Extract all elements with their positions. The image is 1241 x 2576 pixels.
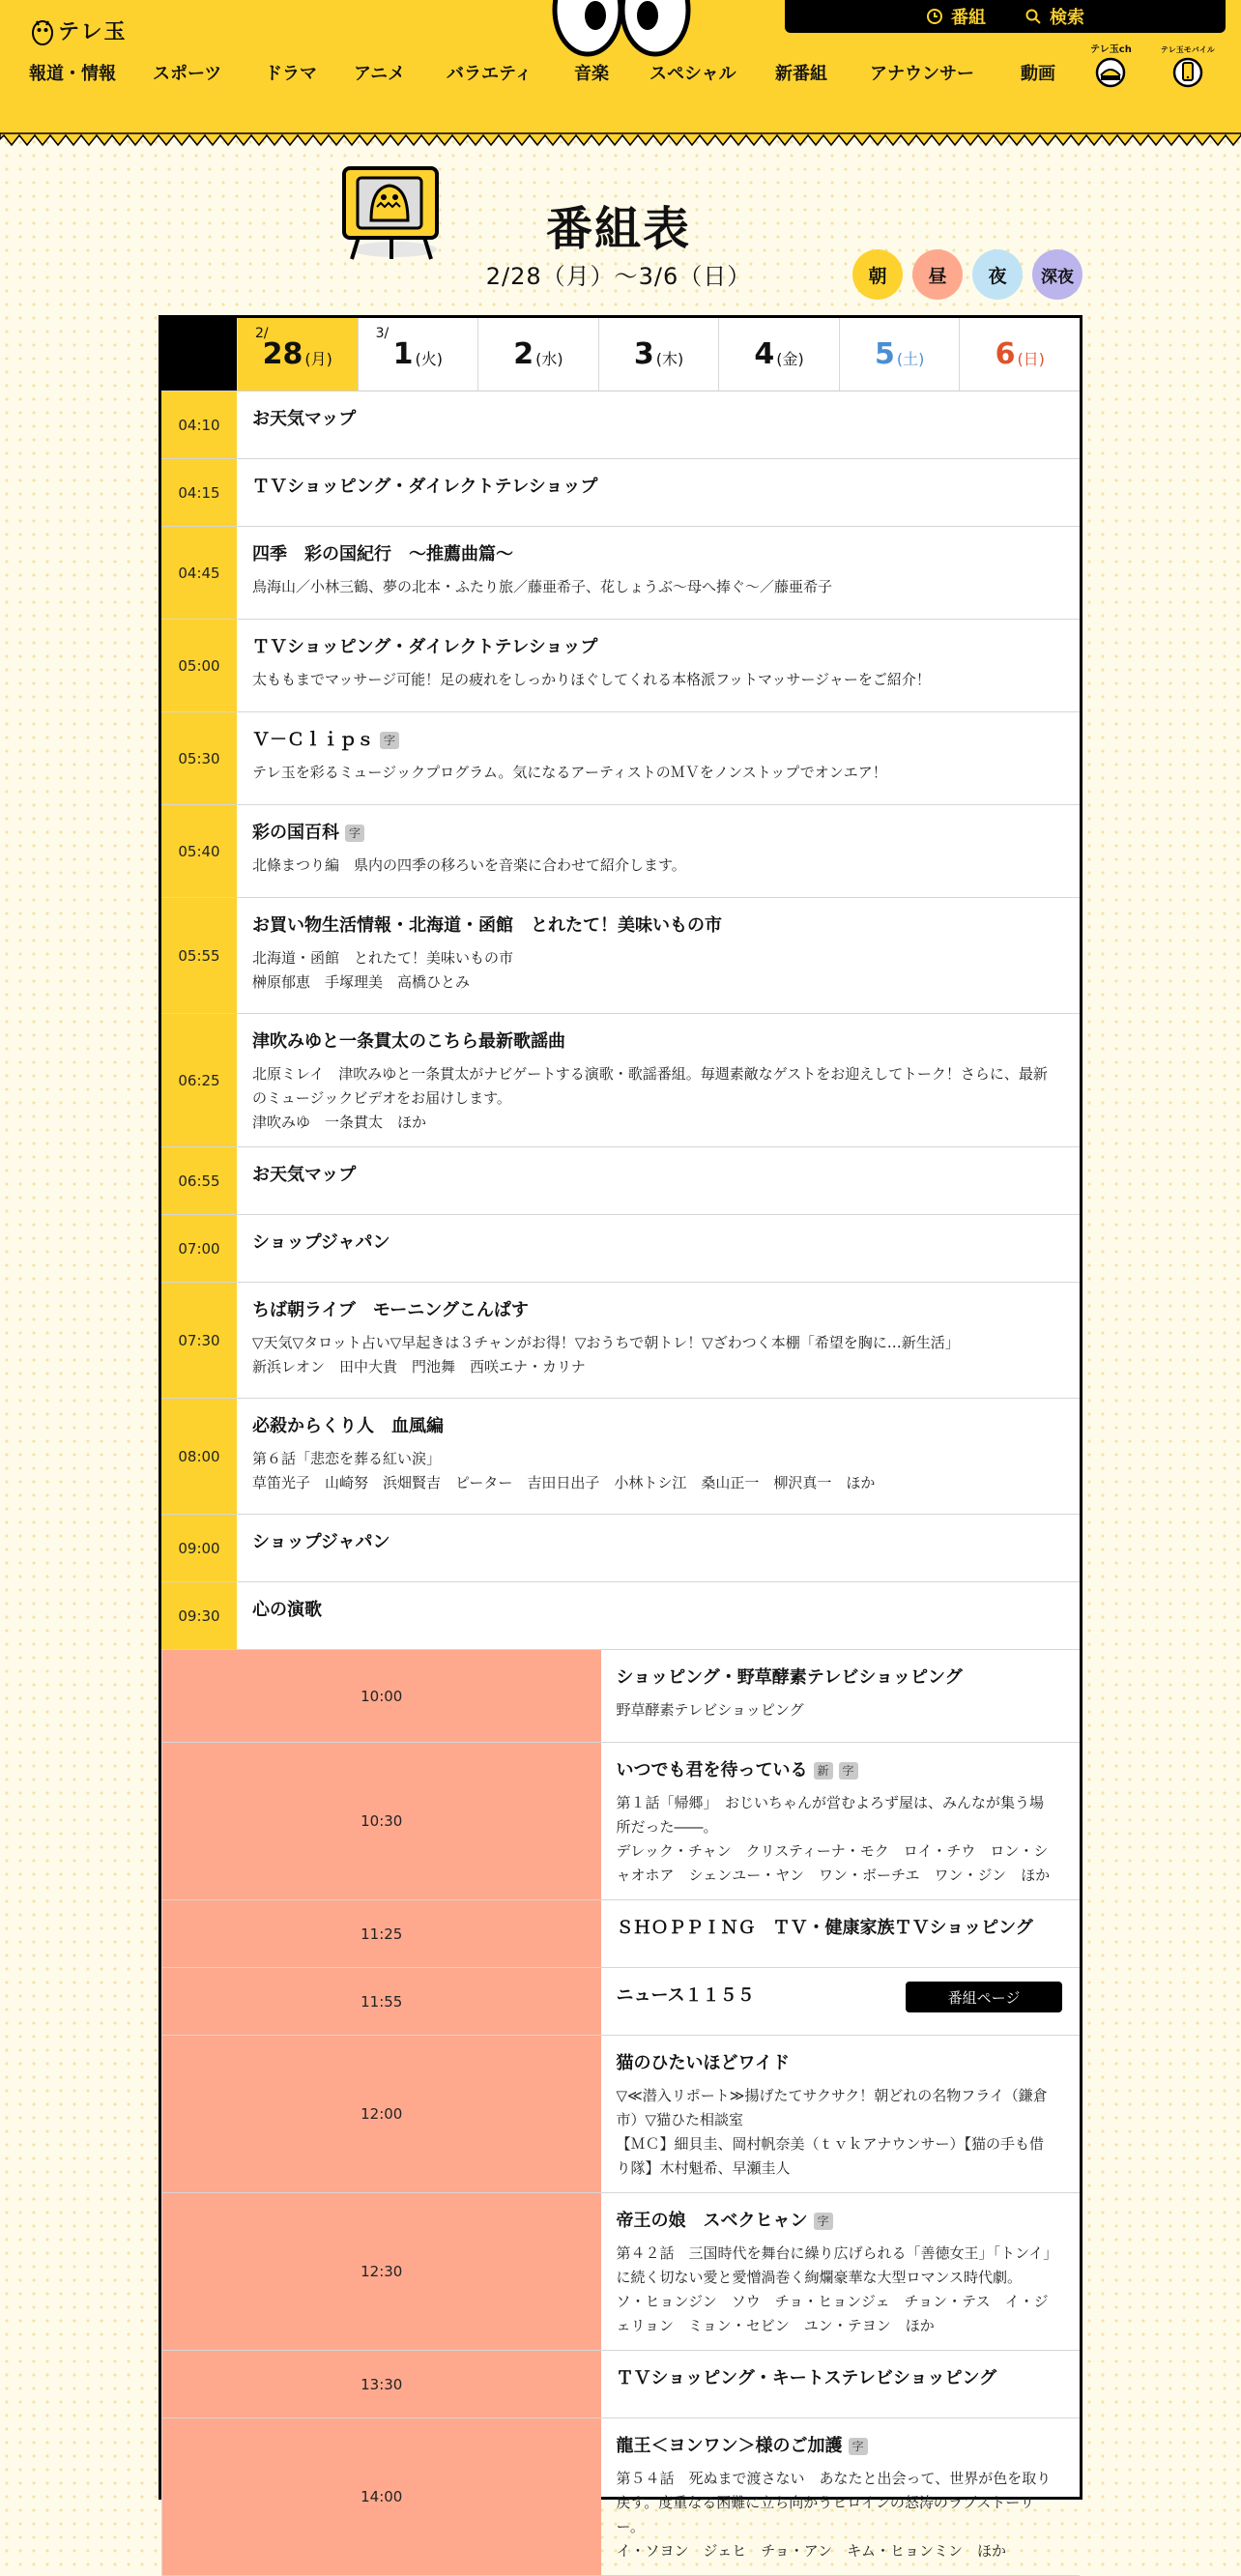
filter-late-night[interactable]: 深夜 <box>1032 249 1082 300</box>
program-description <box>252 1062 1054 1135</box>
program-time: 05:30 <box>161 712 237 804</box>
program-row[interactable] <box>161 1014 1080 1147</box>
program-description <box>252 854 1054 878</box>
nav-news[interactable]: 報道・情報 <box>29 64 116 84</box>
day-number: 28 <box>262 337 303 371</box>
search-icon <box>1025 8 1042 25</box>
program-list <box>161 391 1080 2576</box>
day-tab[interactable] <box>477 318 598 391</box>
schedule-corner <box>161 318 237 391</box>
program-time: 05:55 <box>161 898 237 1013</box>
teletama-ch-label: テレ玉ch <box>1090 44 1132 55</box>
program-row[interactable] <box>161 898 1080 1014</box>
nav-sports[interactable]: スポーツ <box>153 64 222 84</box>
day-tab[interactable] <box>358 318 478 391</box>
program-title[interactable]: 津吹みゆと一条貫太のこちら最新歌謡曲 <box>252 1031 565 1052</box>
program-time: 07:00 <box>161 1215 237 1282</box>
program-row[interactable] <box>161 2193 1080 2351</box>
day-number: 6 <box>995 337 1016 371</box>
program-description <box>252 1447 1054 1495</box>
program-desc-line: 野草酵素テレビショッピング <box>616 1701 804 1719</box>
program-title[interactable]: 龍王＜ヨンワン＞様のご加護 字 <box>617 2434 1055 2459</box>
program-title[interactable]: ちば朝ライブ モーニングこんぱす <box>252 1300 529 1320</box>
program-desc-line: 鳥海山／小林三鶴、夢の北本・ふたり旅／藤亜希子、花しょうぶ～母へ捧ぐ～／藤亜希子 <box>252 578 833 595</box>
program-row[interactable] <box>161 1582 1080 1650</box>
program-title[interactable]: 心の演歌 <box>252 1600 322 1620</box>
program-body <box>237 459 1080 526</box>
program-title[interactable]: ＴＶショッピング・ダイレクトテレショップ <box>252 477 598 497</box>
program-row[interactable] <box>161 1968 1080 2036</box>
program-description <box>252 761 1054 785</box>
nav-icon-links <box>1090 44 1215 89</box>
program-body <box>237 1582 1080 1649</box>
program-desc-line: 【ＭＣ】細貝圭、岡村帆奈美（ｔｖｋアナウンサー）【猫の手も借り隊】木村魁希、早瀬圭人 <box>616 2135 1045 2177</box>
program-title[interactable]: 帝王の娘 スベクヒャン 字 <box>617 2209 1055 2234</box>
day-tab[interactable] <box>959 318 1080 391</box>
mascot-tv-icon <box>1092 56 1129 89</box>
nav-anime[interactable]: アニメ <box>354 64 406 84</box>
program-time: 14:00 <box>161 2418 601 2575</box>
day-tab[interactable] <box>718 318 839 391</box>
program-body <box>601 2193 1081 2350</box>
program-badge: 字 <box>345 825 364 842</box>
program-description <box>252 575 1054 599</box>
program-body <box>237 1515 1080 1581</box>
day-tab[interactable] <box>598 318 719 391</box>
nav-special[interactable]: スペシャル <box>649 64 736 84</box>
program-desc-line: 津吹みゆ 一条貫太 ほか <box>252 1114 427 1131</box>
nav-announcers[interactable]: アナウンサー <box>870 64 974 84</box>
utility-bar <box>785 0 1226 33</box>
day-tab[interactable] <box>237 318 358 391</box>
program-desc-line: 太ももまでマッサージ可能！足の疲れをしっかりほぐしてくれる本格派フットマッサージャーをご紹介！ <box>252 671 931 688</box>
program-body <box>601 2351 1081 2417</box>
program-time: 12:30 <box>161 2193 601 2350</box>
program-desc-line: 第５４話 死ぬまで渡さない あなたと出会って、世界が色を取り戻す。度重なる困難に立ち向かうヒロインの怒涛のラブストーリー。 <box>616 2470 1052 2535</box>
program-badge: 字 <box>849 2438 868 2455</box>
day-number: 1 <box>392 337 414 371</box>
program-desc-line: ソ・ヒョンジン ソウ チョ・ヒョンジェ チョン・テス イ・ジェリョン ミョン・セビン ユン・テヨン ほか <box>616 2293 1049 2334</box>
program-time: 04:15 <box>161 459 237 526</box>
program-body <box>601 1900 1081 1967</box>
program-description <box>252 1331 1054 1379</box>
mascot-tv-illustration <box>338 162 445 263</box>
mobile-phone-icon <box>1169 56 1206 89</box>
program-badge: 字 <box>839 1762 858 1780</box>
program-body <box>601 1743 1081 1899</box>
program-desc-line: 北原ミレイ 津吹みゆと一条貫太がナビゲートする演歌・歌謡番組。毎週素敵なゲストをお迎えしてトーク！さらに、最新のミュージックビデオをお届けします。 <box>252 1065 1048 1107</box>
program-time: 12:00 <box>161 2036 601 2192</box>
program-description <box>617 1791 1055 1888</box>
program-body <box>237 805 1080 897</box>
program-row[interactable] <box>161 1283 1080 1399</box>
nav-videos[interactable]: 動画 <box>1021 64 1055 84</box>
program-description <box>252 668 1054 692</box>
day-weekday: (水) <box>535 350 563 368</box>
day-weekday: (月) <box>304 350 332 368</box>
program-row[interactable] <box>161 1515 1080 1582</box>
day-weekday: (土) <box>896 350 925 368</box>
program-body <box>237 527 1080 619</box>
program-time: 11:55 <box>161 1968 601 2035</box>
program-row[interactable] <box>161 712 1080 805</box>
search-label: 検索 <box>1050 8 1084 28</box>
program-body <box>601 2418 1081 2575</box>
header-zigzag-edge <box>0 133 1241 147</box>
program-body <box>237 1215 1080 1282</box>
program-body <box>237 1283 1080 1398</box>
program-body <box>237 1014 1080 1146</box>
search-link[interactable] <box>1025 4 1084 29</box>
program-time: 10:00 <box>161 1650 601 1742</box>
program-title[interactable]: ニュース１１５５ <box>616 1985 755 2006</box>
program-guide-label: 番組 <box>951 8 986 28</box>
day-number: 4 <box>754 337 775 371</box>
program-row[interactable] <box>161 527 1080 620</box>
program-body <box>237 898 1080 1013</box>
teletama-mobile-label: テレ玉モバイル <box>1160 45 1215 54</box>
program-body <box>601 1650 1081 1742</box>
program-row[interactable] <box>161 2418 1080 2576</box>
program-time: 06:55 <box>161 1147 237 1214</box>
day-month: 2/ <box>255 326 269 341</box>
filter-evening[interactable]: 夜 <box>972 249 1023 300</box>
program-desc-line: 第６話「悲恋を葬る紅い涙」 <box>252 1450 442 1467</box>
program-row[interactable] <box>161 2036 1080 2193</box>
day-month: 3/ <box>375 326 390 341</box>
program-row[interactable] <box>161 805 1080 898</box>
program-description <box>617 2467 1055 2563</box>
program-row[interactable] <box>161 1900 1080 1968</box>
program-title[interactable]: ショップジャパン <box>252 1532 390 1552</box>
program-title[interactable]: ＴＶショッピング・キートステレビショッピング <box>616 2368 997 2388</box>
program-description <box>617 2084 1055 2181</box>
program-time: 08:00 <box>161 1399 237 1514</box>
program-row[interactable] <box>161 1147 1080 1215</box>
date-range: 2/28（月）〜3/6（日） <box>485 263 752 290</box>
program-body <box>601 2036 1081 2192</box>
program-title[interactable]: ショップジャパン <box>252 1232 390 1253</box>
program-desc-line: 草笛光子 山崎努 浜畑賢吉 ピーター 吉田日出子 小林トシ江 桑山正一 柳沢真一 ほか <box>252 1474 876 1491</box>
program-desc-line: 第１話「帰郷」 おじいちゃんが営むよろず屋は、みんなが集う場所だった――。 <box>616 1794 1045 1836</box>
program-row[interactable] <box>161 620 1080 712</box>
program-row[interactable] <box>161 391 1080 459</box>
program-row[interactable] <box>161 1399 1080 1515</box>
day-weekday: (木) <box>655 350 684 368</box>
program-badge: 字 <box>380 732 399 749</box>
site-logo[interactable] <box>31 15 128 45</box>
program-badge: 字 <box>814 2213 833 2230</box>
page-title: 番組表 <box>545 202 691 256</box>
main-nav <box>29 56 1092 89</box>
program-body <box>237 391 1080 458</box>
program-title[interactable]: Ｖ－Ｃｌｉｐｓ 字 <box>252 728 1054 753</box>
program-description <box>617 1698 1055 1722</box>
program-title[interactable]: いつでも君を待っている 新 字 <box>617 1758 1055 1783</box>
program-title[interactable]: 必殺からくり人 血風編 <box>252 1416 444 1436</box>
program-page-button[interactable]: 番組ページ <box>906 1982 1062 2012</box>
program-time: 07:30 <box>161 1283 237 1398</box>
nav-new-programs[interactable]: 新番組 <box>775 64 827 84</box>
day-number: 2 <box>513 337 534 371</box>
program-title[interactable]: お天気マップ <box>252 1165 357 1185</box>
nav-variety[interactable]: バラエティ <box>447 64 533 84</box>
program-desc-line: テレ玉を彩るミュージックプログラム。気になるアーティストのＭＶをノンストップでオンエア！ <box>252 764 887 781</box>
program-time: 10:30 <box>161 1743 601 1899</box>
day-weekday: (火) <box>415 350 444 368</box>
program-desc-line: デレック・チャン クリスティーナ・モク ロイ・チウ ロン・シャオホア シェンユー・ヤン ワン・ボーチエ ワン・ジン ほか <box>616 1842 1051 1884</box>
teletama-ch-link[interactable] <box>1090 44 1132 89</box>
program-body <box>237 1147 1080 1214</box>
program-time: 13:30 <box>161 2351 601 2417</box>
program-description <box>617 2242 1055 2338</box>
filter-daytime[interactable]: 昼 <box>912 249 963 300</box>
program-title[interactable]: ＳＨＯＰＰＩＮＧ ＴＶ・健康家族ＴＶショッピング <box>616 1918 1033 1938</box>
program-title[interactable]: 四季 彩の国紀行 ～推薦曲篇～ <box>252 544 513 564</box>
program-time: 06:25 <box>161 1014 237 1146</box>
logo-text: テレ玉 <box>58 20 128 44</box>
program-desc-line: 新浜レオン 田中大貴 門池舞 西咲エナ・カリナ <box>252 1358 586 1375</box>
day-number: 3 <box>633 337 654 371</box>
program-row[interactable] <box>161 459 1080 527</box>
filter-morning[interactable]: 朝 <box>852 249 903 300</box>
program-schedule <box>159 315 1082 2560</box>
program-time: 05:00 <box>161 620 237 711</box>
program-desc-line: イ・ソヨン ジェヒ チョ・アン キム・ヒョンミン ほか <box>616 2542 1007 2560</box>
program-time: 05:40 <box>161 805 237 897</box>
site-header <box>0 0 1241 135</box>
nav-music[interactable]: 音楽 <box>574 64 609 84</box>
program-desc-line: ▽天気▽タロット占い▽早起きは３チャンがお得！▽おうちで朝トレ！▽ざわつく本棚「希望を胸に…新生活」 <box>252 1334 960 1351</box>
program-desc-line: 北海道・函館 とれたて！美味いもの市 <box>252 949 514 967</box>
program-body <box>601 1968 1081 2035</box>
day-tabs <box>161 318 1080 391</box>
program-title[interactable]: 猫のひたいほどワイド <box>616 2053 790 2073</box>
program-title[interactable]: 彩の国百科 字 <box>252 821 1054 846</box>
program-title[interactable]: お買い物生活情報・北海道・函館 とれたて！美味いもの市 <box>252 915 722 936</box>
nav-drama[interactable]: ドラマ <box>265 64 317 84</box>
program-row[interactable] <box>161 1215 1080 1283</box>
program-body <box>237 1399 1080 1514</box>
program-title[interactable]: お天気マップ <box>252 409 357 429</box>
program-desc-line: ▽≪潜入リポート≫揚げたてサクサク！朝どれの名物フライ（鎌倉市）▽猫ひた相談室 <box>616 2087 1048 2128</box>
program-row[interactable] <box>161 2351 1080 2418</box>
tamatan-logo-icon <box>31 16 54 45</box>
day-tab[interactable] <box>839 318 960 391</box>
program-time: 09:00 <box>161 1515 237 1581</box>
teletama-mobile-link[interactable] <box>1161 44 1215 89</box>
program-time: 04:10 <box>161 391 237 458</box>
program-title[interactable]: ＴＶショッピング・ダイレクトテレショップ <box>252 637 598 657</box>
day-weekday: (日) <box>1017 350 1045 368</box>
day-weekday: (金) <box>776 350 804 368</box>
program-time: 11:25 <box>161 1900 601 1967</box>
program-body <box>237 712 1080 804</box>
program-desc-line: 第４２話 三国時代を舞台に繰り広げられる「善徳女王」「トンイ」に続く切ない愛と愛憎渦巻く絢爛豪華な大型ロマンス時代劇。 <box>616 2244 1051 2286</box>
program-description <box>252 946 1054 995</box>
day-number: 5 <box>874 337 895 371</box>
time-of-day-filters <box>852 249 1082 300</box>
program-time: 09:30 <box>161 1582 237 1649</box>
program-body <box>237 620 1080 711</box>
mascot-eyes-icon <box>549 0 694 60</box>
program-badge: 新 <box>814 1762 833 1780</box>
program-guide-link[interactable] <box>926 4 986 29</box>
program-row[interactable] <box>161 1650 1080 1743</box>
program-title[interactable]: ショッピング・野草酵素テレビショッピング <box>616 1667 963 1688</box>
program-row[interactable] <box>161 1743 1080 1900</box>
program-time: 04:45 <box>161 527 237 619</box>
clock-icon <box>926 8 943 25</box>
program-desc-line: 北條まつり編 県内の四季の移ろいを音楽に合わせて紹介します。 <box>252 856 686 874</box>
program-desc-line: 榊原郁恵 手塚理美 高橋ひとみ <box>252 973 471 991</box>
